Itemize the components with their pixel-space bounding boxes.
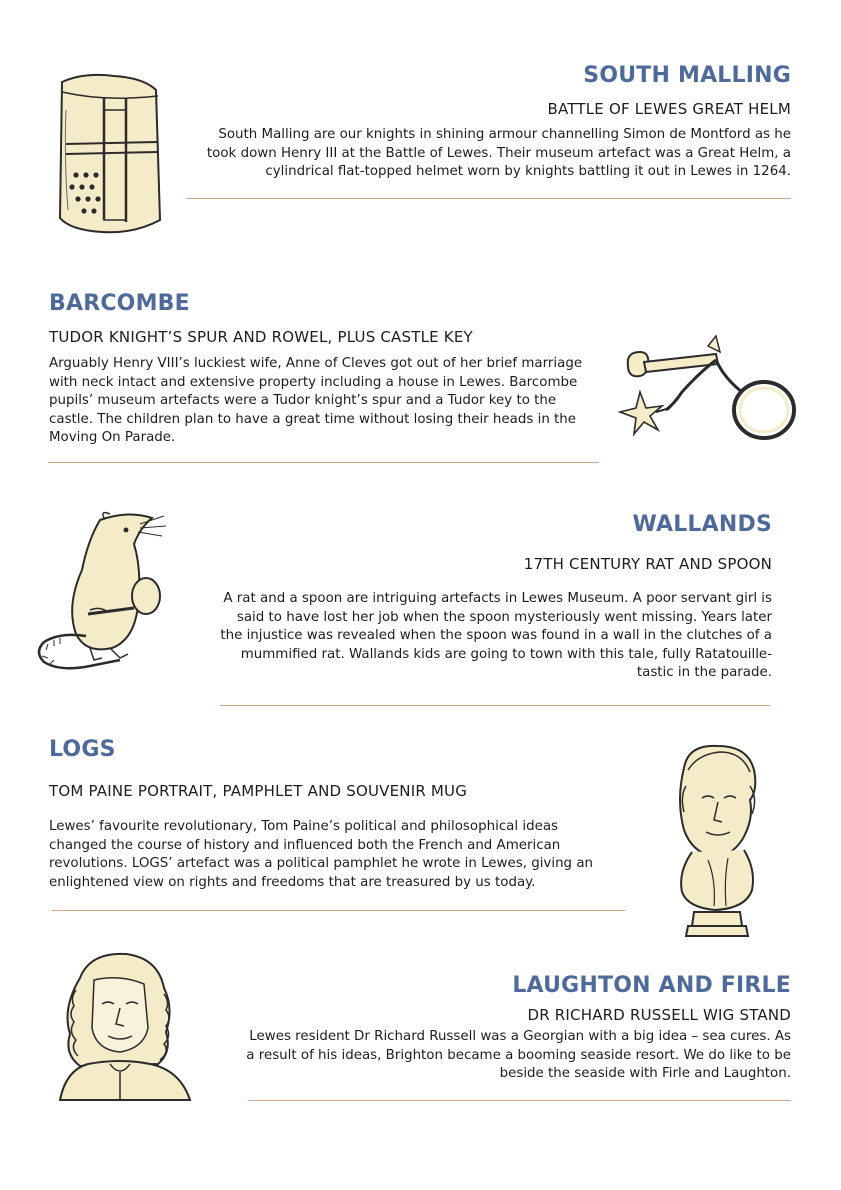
section-body: A rat and a spoon are intriguing artefacts in Lewes Museum. A poor servant girl is said to have lost her job when the spoon mysteriously went missing. Years later the injustice was revealed when the spoon was found in a wall in the clutches of a mummified rat. Wallands kids are going to town with this tale, fully Ratatouille-tastic in the parade.: [220, 591, 772, 681]
section-divider: [186, 198, 791, 199]
section-barcombe: [49, 292, 601, 448]
section-body: Lewes’ favourite revolutionary, Tom Paine’s political and philosophical ideas changed the course of history and influenced both the French and American revolutions. LOGS’ artefact was a political pamphlet he wrote in Lewes, giving an enlightened view on rights and freedoms that are treasured by us today.: [49, 819, 594, 890]
spur-and-key-icon: [604, 332, 808, 458]
section-subtitle: TUDOR KNIGHT’S SPUR AND ROWEL, PLUS CASTLE KEY: [49, 328, 473, 347]
section-divider: [52, 910, 625, 911]
section-title: BARCOMBE: [49, 291, 190, 316]
section-divider: [48, 462, 599, 463]
rat-with-spoon-icon: [30, 510, 170, 674]
section-logs: [49, 738, 619, 892]
tom-paine-bust-icon: [658, 740, 776, 942]
section-title: LOGS: [49, 737, 116, 762]
section-subtitle: DR RICHARD RUSSELL WIG STAND: [527, 1006, 791, 1025]
section-subtitle: BATTLE OF LEWES GREAT HELM: [547, 100, 791, 119]
section-body: Lewes resident Dr Richard Russell was a Georgian with a big idea – sea cures. As a result of his ideas, Brighton became a booming seaside resort. We do like to be beside the seaside with Firle and Laughton.: [246, 1029, 791, 1082]
section-title: SOUTH MALLING: [583, 63, 791, 88]
section-wallands: [220, 513, 772, 683]
section-divider: [248, 1100, 791, 1101]
section-divider: [220, 705, 770, 706]
section-subtitle: TOM PAINE PORTRAIT, PAMPHLET AND SOUVENIR MUG: [49, 782, 468, 801]
great-helm-icon: [44, 70, 172, 238]
section-title: LAUGHTON AND FIRLE: [512, 973, 791, 998]
section-south-malling: [186, 64, 791, 182]
wigged-gentleman-icon: [40, 948, 196, 1102]
section-body: South Malling are our knights in shining armour channelling Simon de Montford as he took down Henry III at the Battle of Lewes. Their museum artefact was a Great Helm, a cylindrical flat-topped helmet worn by knights battling it out in Lewes in 1264.: [206, 127, 791, 180]
section-subtitle: 17TH CENTURY RAT AND SPOON: [523, 555, 772, 574]
section-body: Arguably Henry VIII’s luckiest wife, Anne of Cleves got out of her brief marriage with neck intact and extensive property including a house in Lewes. Barcombe pupils’ museum artefacts were a Tudor knight’s spur and a Tudor key to the castle. The children plan to have a great time without losing their heads in the Moving On Parade.: [49, 356, 583, 446]
section-title: WALLANDS: [632, 512, 772, 537]
section-laughton-and-firle: [246, 974, 791, 1084]
